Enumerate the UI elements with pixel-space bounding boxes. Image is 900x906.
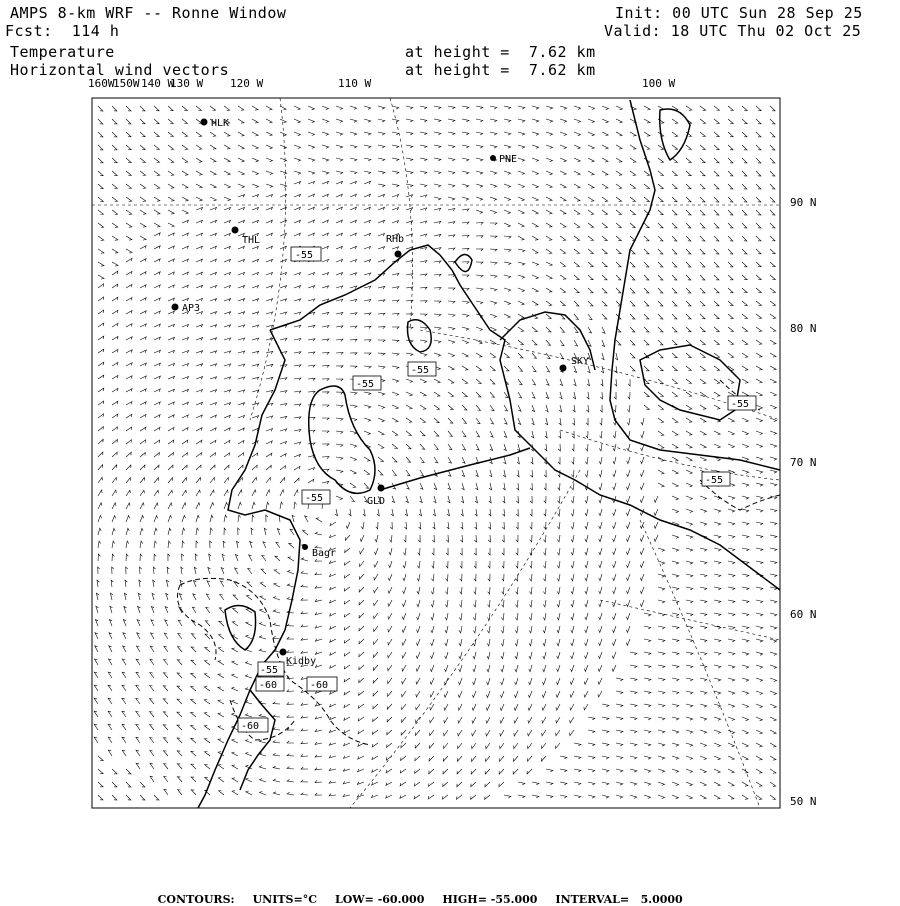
contour-label [256,677,284,691]
contour-label [307,677,337,691]
station-gld [367,485,385,508]
svg-text:HLK: HLK [211,118,230,129]
contour-high: HIGH= -55.000 [442,893,538,906]
contour-label [291,247,321,261]
graticule [92,98,780,808]
lat-label: 60 N [790,608,817,621]
contour-label [728,396,756,410]
station-ap3 [172,303,201,314]
svg-text:-60: -60 [241,721,260,732]
contour-info [150,880,701,906]
svg-text:AP3: AP3 [182,303,201,314]
svg-text:THL: THL [242,235,261,246]
contour-label [238,718,268,732]
lon-label: 130 W [170,77,204,90]
svg-text:-55: -55 [705,475,724,486]
svg-text:GLD: GLD [367,496,386,507]
height-temperature: at height = 7.62 km [405,43,596,61]
field-temperature: Temperature [10,43,115,61]
contour-label [702,472,730,486]
station-bagr [302,544,336,559]
svg-text:PNE: PNE [499,154,518,165]
contour-units: UNITS=°C [252,893,317,906]
svg-text:RHb: RHb [386,234,405,245]
contour-label [353,376,381,390]
contour-interval: INTERVAL= 5.0000 [555,893,683,906]
lon-label: 160W [88,77,115,90]
svg-text:-55: -55 [731,399,750,410]
lon-label: 120 W [230,77,264,90]
lat-label: 80 N [790,322,817,335]
contours-label: CONTOURS: [157,893,235,906]
contour-label [408,362,436,376]
field-wind: Horizontal wind vectors [10,61,230,79]
lat-label: 50 N [790,795,817,808]
contour-label [258,662,284,676]
lon-label: 110 W [338,77,372,90]
svg-text:-55: -55 [305,493,324,504]
station-rhb [386,234,404,258]
height-wind: at height = 7.62 km [405,61,596,79]
lon-label: 150W [113,77,140,90]
lat-label: 90 N [790,196,817,209]
station-pne [490,154,517,165]
station-kidby [280,649,317,668]
valid-time: Valid: 18 UTC Thu 02 Oct 25 [604,22,862,40]
wind-vectors [94,106,777,800]
init-time: Init: 00 UTC Sun 28 Sep 25 [615,4,863,22]
svg-text:-60: -60 [259,680,278,691]
lat-label: 70 N [790,456,817,469]
station-hlk [201,118,230,129]
svg-text:-55: -55 [411,365,430,376]
map-title: AMPS 8-km WRF -- Ronne Window [10,4,287,22]
map-frame [92,98,780,808]
svg-text:SKY: SKY [571,356,590,367]
contour-label [302,490,330,504]
wind-vector-field [94,106,777,800]
svg-text:-55: -55 [295,250,314,261]
svg-text:Bagr: Bagr [312,548,337,559]
contour-low: LOW= -60.000 [334,893,425,906]
station-sky [560,356,590,372]
svg-text:-55: -55 [356,379,375,390]
lon-label: 100 W [642,77,676,90]
svg-text:-55: -55 [260,665,279,676]
svg-text:-60: -60 [310,680,329,691]
station-thl [232,227,261,247]
lon-label: 140 W [141,77,175,90]
forecast-hour: Fcst: 114 h [5,22,120,40]
svg-text:Kidby: Kidby [286,656,317,667]
